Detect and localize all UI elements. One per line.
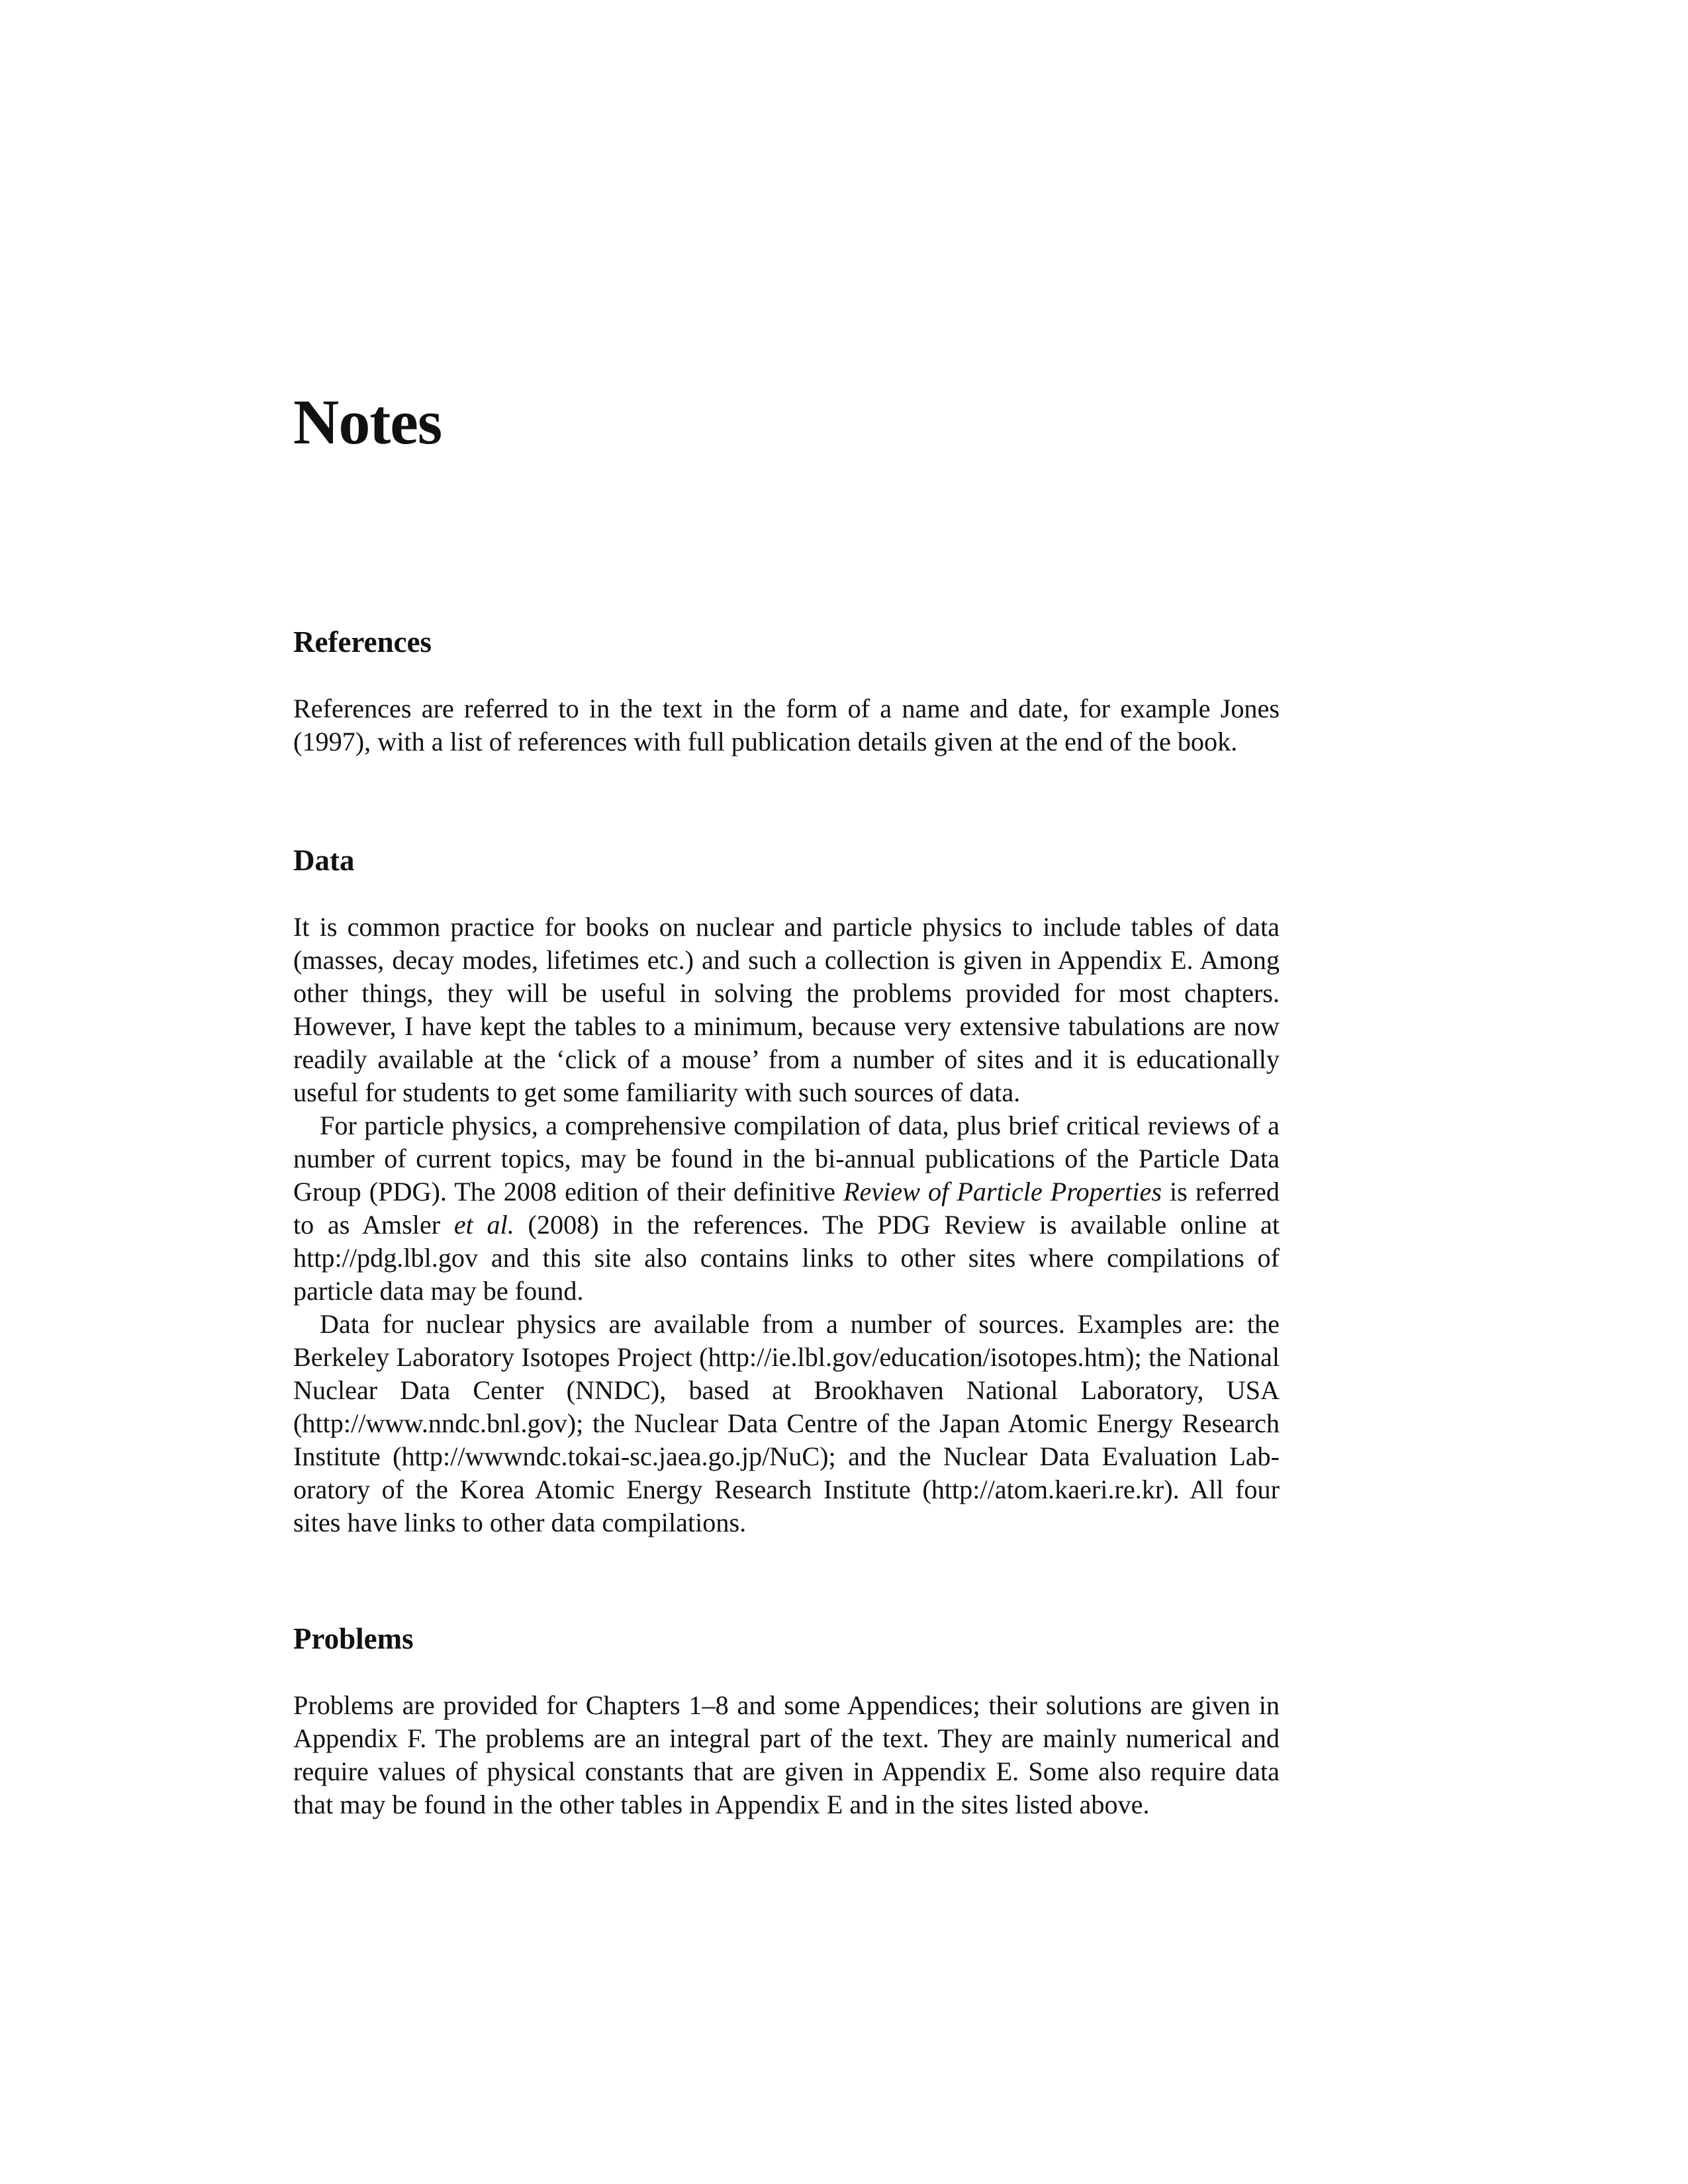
section-references: [293, 626, 1280, 758]
references-paragraph: References are referred to in the text in the form of a name and date, for example Jones (1997), with a list of references with full publication details given at the end of the book.: [293, 693, 1280, 756]
et-al-citation: et al.: [453, 1209, 514, 1240]
data-paragraph-3: Data for nuclear physics are available from a number of sources. Examples are: the Berkeley Laboratory Isotopes Project (http://ie.lbl.gov/education/isotopes.htm); the National Nuclear Data Center (NNDC), based at Brookhaven National Laboratory, USA (http://www.nndc.bnl.gov); the Nuclear Data Centre of the Japan Atomic Energy Research Institute (http://wwwndc.tokai-sc.jaea.go.jp/NuC); and the Nuclear Data Evaluation Laboratory of the Korea Atomic Energy Research Institute (http://atom.kaeri.re.kr). All four sites have links to other data compilations.: [293, 1308, 1280, 1537]
data-paragraph-2: [293, 1109, 1280, 1308]
problems-paragraph: Problems are provided for Chapters 1–8 and some Appendices; their solutions are given in Appendix F. The problems are an integral part of the text. They are mainly numerical and require values of physical constants that are given in Appendix E. Some also require data that may be found in the other tables in Appendix E and in the sites listed above.: [293, 1690, 1280, 1819]
section-heading-data: Data: [293, 844, 355, 877]
data-paragraph-2-part-2: is referred to as Amsler: [293, 1176, 1280, 1240]
data-paragraph-2-part-3: (2008) in the references. The PDG Review is available online at http://pdg.lbl.gov and this site also contains links to other sites where compilations of particle data may be found.: [293, 1209, 1280, 1306]
chapter-title: Notes: [293, 387, 442, 457]
section-heading-problems: Problems: [293, 1622, 414, 1655]
data-paragraph-2-part-1: For particle physics, a comprehensive compilation of data, plus brief critical reviews of a number of current topics, may be found in the bi-annual publications of the Particle Data Group (PDG). The 2008 edition of their definitive: [293, 1110, 1280, 1206]
section-problems: [293, 1623, 1280, 1821]
section-data: [293, 844, 1280, 1539]
data-paragraph-1: It is common practice for books on nuclear and particle physics to include tables of data (masses, decay modes, lifetimes etc.) and such a collection is given in Appendix E. Among other things, they will be useful in solving the problems provided for most chapters. However, I have kept the tables to a minimum, because very extensive tabulations are now readily available at the ‘click of a mouse’ from a number of sites and it is educationally useful for students to get some familiarity with such sources of data.: [293, 911, 1280, 1107]
book-title-review-of-particle-properties: Review of Particle Properties: [843, 1176, 1162, 1206]
section-heading-references: References: [293, 625, 432, 659]
